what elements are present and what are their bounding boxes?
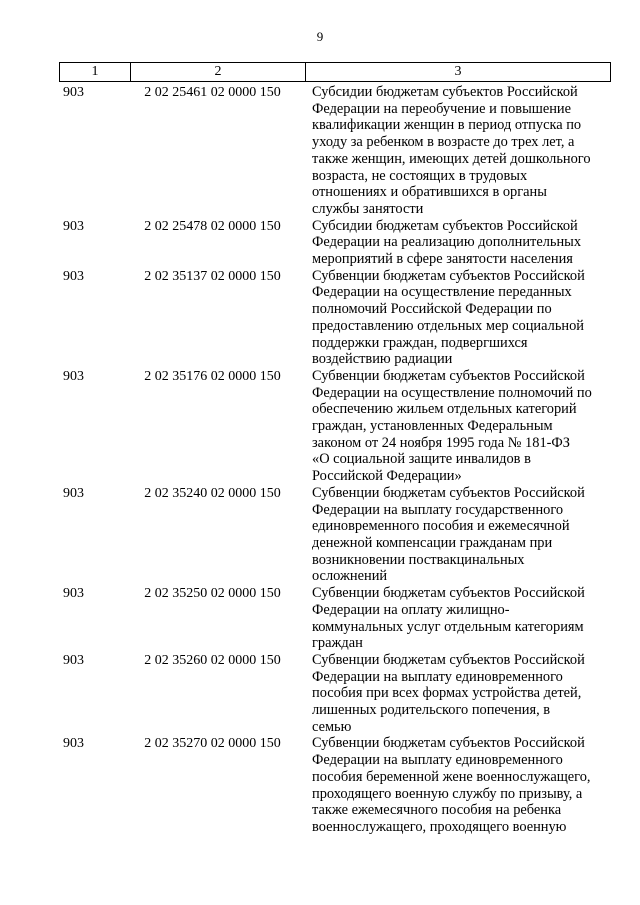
page-number: 9 <box>316 29 324 44</box>
revenue-description <box>312 84 608 218</box>
description-line: возраста, не состоящих в трудовых <box>312 167 528 184</box>
budget-classification-code: 2 02 35270 02 0000 150 <box>144 736 281 752</box>
description-line: поддержки граждан, подвергшихся <box>312 334 528 351</box>
column-header-1: 1 <box>60 63 131 82</box>
table-row <box>0 585 640 652</box>
description-line: проходящего военную службу по призыву, а <box>312 785 583 802</box>
description-line: также женщин, имеющих детей дошкольного <box>312 150 591 167</box>
description-line: законом от 24 ноября 1995 года № 181-ФЗ <box>312 434 571 451</box>
budget-classification-code: 2 02 35176 02 0000 150 <box>144 368 281 384</box>
table-row <box>0 84 640 218</box>
budget-classification-code: 2 02 35137 02 0000 150 <box>144 268 281 284</box>
budget-classification-code: 2 02 35240 02 0000 150 <box>144 485 281 501</box>
revenue-description <box>312 735 608 835</box>
description-line: Федерации на осуществление полномочий по <box>312 384 592 401</box>
budget-rows <box>0 84 640 836</box>
description-line: мероприятий в сфере занятости населения <box>312 251 573 268</box>
description-line: воздействию радиации <box>312 351 453 368</box>
description-line: Федерации на осуществление переданных <box>312 284 572 301</box>
admin-code: 903 <box>63 586 84 602</box>
description-line: уходу за ребенком в возрасте до трех лет, а <box>312 134 575 151</box>
admin-code: 903 <box>63 485 84 501</box>
description-line: Федерации на выплату единовременного <box>312 752 563 769</box>
description-line: обеспечению жильем отдельных категорий <box>312 401 577 418</box>
table-row <box>0 485 640 585</box>
description-line: полномочий Российской Федерации по <box>312 301 552 318</box>
admin-code: 903 <box>63 85 84 100</box>
admin-code: 903 <box>63 218 84 234</box>
admin-code: 903 <box>63 652 84 668</box>
description-line: возникновении поствакцинальных <box>312 551 525 568</box>
revenue-description <box>312 368 608 485</box>
budget-classification-code: 2 02 25478 02 0000 150 <box>144 218 281 234</box>
column-header-3: 3 <box>306 63 611 82</box>
description-line: лишенных родительского попечения, в <box>312 702 551 719</box>
description-line: осложнений <box>312 568 388 585</box>
description-line: квалификации женщин в период отпуска по <box>312 117 582 134</box>
revenue-description <box>312 585 608 652</box>
description-line: Федерации на выплату государственного <box>312 501 564 518</box>
revenue-description <box>312 218 608 268</box>
description-line: пособия при всех формах устройства детей, <box>312 685 582 702</box>
description-line: денежной компенсации гражданам при <box>312 534 553 551</box>
description-line: Федерации на выплату единовременного <box>312 668 563 685</box>
column-header-table <box>59 62 611 82</box>
column-header-row <box>60 63 611 82</box>
admin-code: 903 <box>63 368 84 384</box>
description-line: военнослужащего, проходящего военную <box>312 818 567 835</box>
description-line: семью <box>312 718 352 735</box>
description-line: граждан, установленных Федеральным <box>312 418 553 435</box>
description-line: Российской Федерации» <box>312 468 462 485</box>
revenue-description <box>312 268 608 368</box>
revenue-description <box>312 485 608 585</box>
description-line: Субвенции бюджетам субъектов Российской <box>312 484 585 501</box>
description-line: Субвенции бюджетам субъектов Российской <box>312 267 585 284</box>
description-line: предоставлению отдельных мер социальной <box>312 317 584 334</box>
description-line: Субвенции бюджетам субъектов Российской <box>312 367 585 384</box>
admin-code: 903 <box>63 268 84 284</box>
description-line: Федерации на реализацию дополнительных <box>312 234 582 251</box>
description-line: Субвенции бюджетам субъектов Российской <box>312 735 585 752</box>
description-line: коммунальных услуг отдельным категориям <box>312 618 584 635</box>
budget-classification-code: 2 02 35260 02 0000 150 <box>144 652 281 668</box>
description-line: граждан <box>312 635 363 652</box>
description-line: также ежемесячного пособия на ребенка <box>312 802 562 819</box>
description-line: Федерации на переобучение и повышение <box>312 100 572 117</box>
budget-classification-code: 2 02 25461 02 0000 150 <box>144 85 281 100</box>
table-row <box>0 218 640 268</box>
column-header-2: 2 <box>131 63 306 82</box>
table-row <box>0 368 640 485</box>
description-line: «О социальной защите инвалидов в <box>312 451 531 468</box>
description-line: единовременного пособия и ежемесячной <box>312 518 570 535</box>
admin-code: 903 <box>63 736 84 752</box>
description-line: пособия беременной жене военнослужащего, <box>312 768 591 785</box>
description-line: Субвенции бюджетам субъектов Российской <box>312 585 585 602</box>
description-line: службы занятости <box>312 200 424 217</box>
revenue-description <box>312 652 608 736</box>
description-line: Федерации на оплату жилищно- <box>312 601 510 618</box>
table-row <box>0 652 640 736</box>
table-row <box>0 268 640 368</box>
description-line: отношениях и обратившихся в органы <box>312 184 547 201</box>
description-line: Субсидии бюджетам субъектов Российской <box>312 84 578 100</box>
description-line: Субвенции бюджетам субъектов Российской <box>312 651 585 668</box>
table-row <box>0 735 640 835</box>
budget-classification-code: 2 02 35250 02 0000 150 <box>144 586 281 602</box>
description-line: Субсидии бюджетам субъектов Российской <box>312 217 578 234</box>
